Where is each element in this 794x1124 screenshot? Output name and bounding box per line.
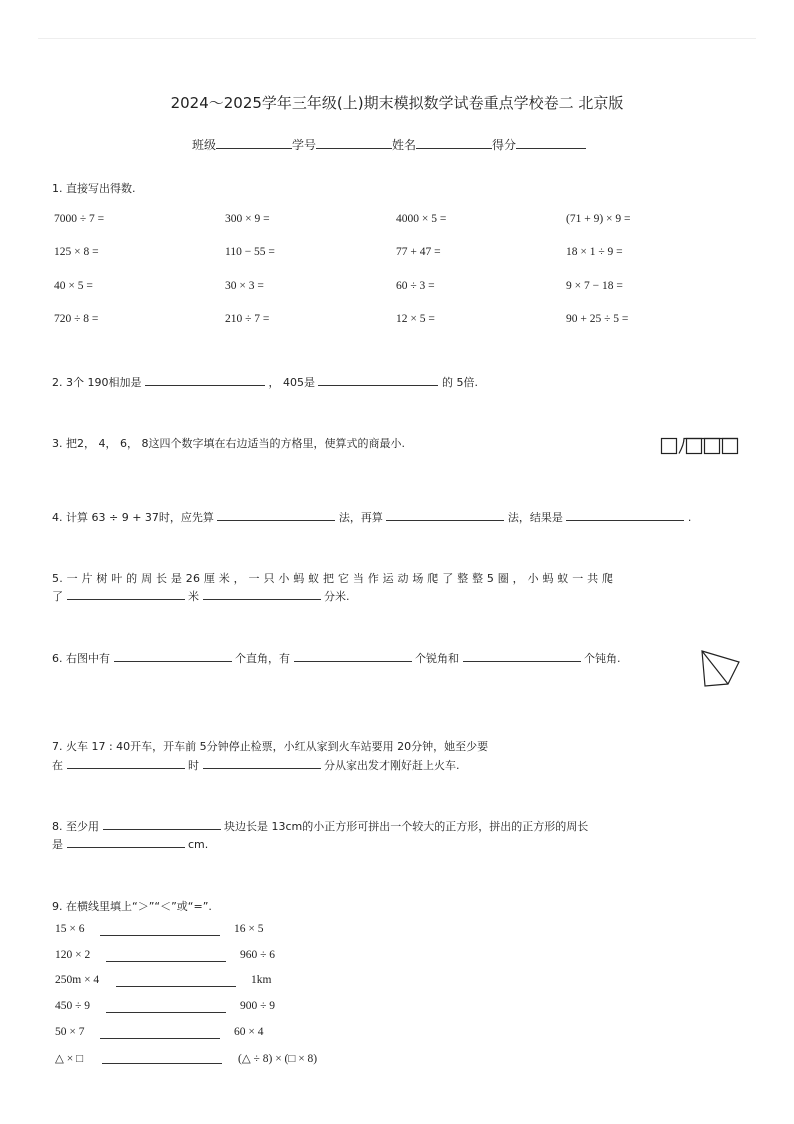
- q7-line1: 7. 火车 17 : 40开车，开车前 5分钟停止检票，小红从家到火车站要用 20分钟，她至少要: [52, 740, 489, 753]
- quadrilateral-diagonal: [702, 651, 728, 684]
- q1-item: 9 × 7 − 18 =: [566, 280, 623, 292]
- q9-left-expr: 120 × 2: [55, 949, 91, 961]
- q7-blank-1[interactable]: [67, 757, 185, 769]
- q5-text-c: 分米.: [324, 590, 350, 603]
- q9-answer-blank[interactable]: [100, 1038, 220, 1039]
- class-label: 班级: [192, 138, 217, 152]
- division-bracket: [679, 439, 738, 454]
- q9-answer-blank[interactable]: [100, 935, 220, 936]
- q7-line2: [52, 757, 460, 773]
- class-field[interactable]: [216, 137, 292, 149]
- q6-blank-3[interactable]: [463, 650, 581, 662]
- q2-text-c: 的 5倍.: [441, 376, 478, 389]
- q5-blank-1[interactable]: [67, 588, 185, 600]
- q2-blank-1[interactable]: [145, 374, 265, 386]
- q6-text-d: 个钝角.: [584, 652, 621, 665]
- q6-blank-1[interactable]: [114, 650, 232, 662]
- q9-right-expr: 900 ÷ 9: [240, 1000, 276, 1012]
- q8-text-a: 8. 至少用: [52, 820, 99, 833]
- q4-blank-3[interactable]: [566, 509, 684, 521]
- q5-line2: [52, 588, 350, 604]
- q2-text-a: 2. 3个 190相加是: [52, 376, 142, 389]
- q8-text-b: 块边长是 13cm的小正方形可拼出一个较大的正方形，拼出的正方形的周长: [224, 820, 589, 833]
- q9-prompt: 9. 在横线里填上“＞”“＜”或“=”.: [52, 900, 212, 913]
- q3-text: 3. 把2， 4， 6， 8这四个数字填在右边适当的方格里，使算式的商最小.: [52, 437, 405, 450]
- q9-right-expr: (△ ÷ 8) × (□ × 8): [238, 1053, 318, 1065]
- q6: [52, 650, 621, 666]
- q5-blank-2[interactable]: [203, 588, 321, 600]
- q1-item: 720 ÷ 8 =: [54, 313, 99, 325]
- q9-answer-blank[interactable]: [102, 1063, 222, 1064]
- divisor-box-1[interactable]: [687, 439, 702, 454]
- q4-blank-2[interactable]: [386, 509, 504, 521]
- q1-item: 60 ÷ 3 =: [396, 280, 435, 292]
- q9-left-expr: △ × □: [55, 1053, 84, 1065]
- divisor-box-2[interactable]: [705, 439, 720, 454]
- q5-line1: 5. 一 片 树 叶 的 周 长 是 26 厘 米 ， 一 只 小 蚂 蚁 把 它 当 作 运 动 场 爬 了 整 整 5 圈 ， 小 蚂 蚁 一 共 爬: [52, 572, 614, 585]
- q9-left-expr: 250m × 4: [55, 974, 100, 986]
- q5-text-b: 米: [188, 590, 199, 603]
- q6-text-c: 个锐角和: [415, 652, 459, 665]
- q9-left-expr: 15 × 6: [55, 923, 85, 935]
- q9-answer-blank[interactable]: [106, 961, 226, 962]
- q4-text-d: .: [687, 511, 692, 524]
- q9-left-expr: 450 ÷ 9: [55, 1000, 91, 1012]
- q1-prompt: 1. 直接写出得数.: [52, 182, 136, 195]
- q9-answer-blank[interactable]: [106, 1012, 226, 1013]
- score-field[interactable]: [516, 137, 586, 149]
- q8-text-d: cm.: [188, 838, 209, 851]
- q1-item: (71 + 9) × 9 =: [566, 213, 631, 225]
- q8-line1: [52, 818, 588, 834]
- q2-blank-2[interactable]: [318, 374, 438, 386]
- q9-left-expr: 50 × 7: [55, 1026, 85, 1038]
- q1-item: 18 × 1 ÷ 9 =: [566, 246, 623, 258]
- q1-item: 4000 × 5 =: [396, 213, 447, 225]
- divisor-box-3[interactable]: [723, 439, 738, 454]
- q4-blank-1[interactable]: [217, 509, 335, 521]
- q1-item: 210 ÷ 7 =: [225, 313, 270, 325]
- score-label: 得分: [492, 138, 517, 152]
- q8-text-c: 是: [52, 838, 63, 851]
- q6-text-a: 6. 右图中有: [52, 652, 110, 665]
- q4-text-b: 法，再算: [338, 511, 383, 524]
- q9-answer-blank[interactable]: [116, 986, 236, 987]
- q9-right-expr: 16 × 5: [234, 923, 264, 935]
- q2-text-b: ， 405是: [268, 376, 315, 389]
- top-divider: [38, 38, 756, 39]
- q7-text-b: 时: [188, 759, 199, 772]
- number-label: 学号: [292, 138, 317, 152]
- q9-right-expr: 960 ÷ 6: [240, 949, 276, 961]
- q2: [52, 374, 478, 390]
- q1-item: 12 × 5 =: [396, 313, 435, 325]
- quadrilateral-outline: [702, 651, 739, 686]
- q7-text-a: 在: [52, 759, 63, 772]
- q1-item: 40 × 5 =: [54, 280, 93, 292]
- q8-blank-1[interactable]: [103, 818, 221, 830]
- q1-item: 7000 ÷ 7 =: [54, 213, 105, 225]
- division-boxes-figure: [660, 436, 740, 456]
- q1-item: 125 × 8 =: [54, 246, 99, 258]
- q4-text-a: 4. 计算 63 ÷ 9 + 37时，应先算: [52, 511, 214, 524]
- q6-blank-2[interactable]: [294, 650, 412, 662]
- q6-text-b: 个直角，有: [235, 652, 290, 665]
- q7-text-c: 分从家出发才刚好赶上火车.: [324, 759, 460, 772]
- page-title: 2024～2025学年三年级(上)期末模拟数学试卷重点学校卷二 北京版: [170, 94, 624, 112]
- q1-item: 90 + 25 ÷ 5 =: [566, 313, 629, 325]
- q1-item: 300 × 9 =: [225, 213, 270, 225]
- q1-item: 30 × 3 =: [225, 280, 264, 292]
- q4: [52, 509, 691, 525]
- q9-right-expr: 60 × 4: [234, 1026, 264, 1038]
- number-field[interactable]: [316, 137, 392, 149]
- name-field[interactable]: [416, 137, 492, 149]
- q8-line2: [52, 836, 208, 852]
- name-label: 姓名: [392, 138, 417, 152]
- q1-item: 110 − 55 =: [225, 246, 275, 258]
- q5-text-a: 了: [52, 590, 63, 603]
- q9-right-expr: 1km: [251, 974, 272, 986]
- student-info: [192, 136, 586, 153]
- quadrilateral-figure: [696, 646, 744, 690]
- q1-item: 77 + 47 =: [396, 246, 441, 258]
- q7-blank-2[interactable]: [203, 757, 321, 769]
- dividend-box[interactable]: [662, 439, 677, 454]
- q4-text-c: 法，结果是: [507, 511, 563, 524]
- q8-blank-2[interactable]: [67, 836, 185, 848]
